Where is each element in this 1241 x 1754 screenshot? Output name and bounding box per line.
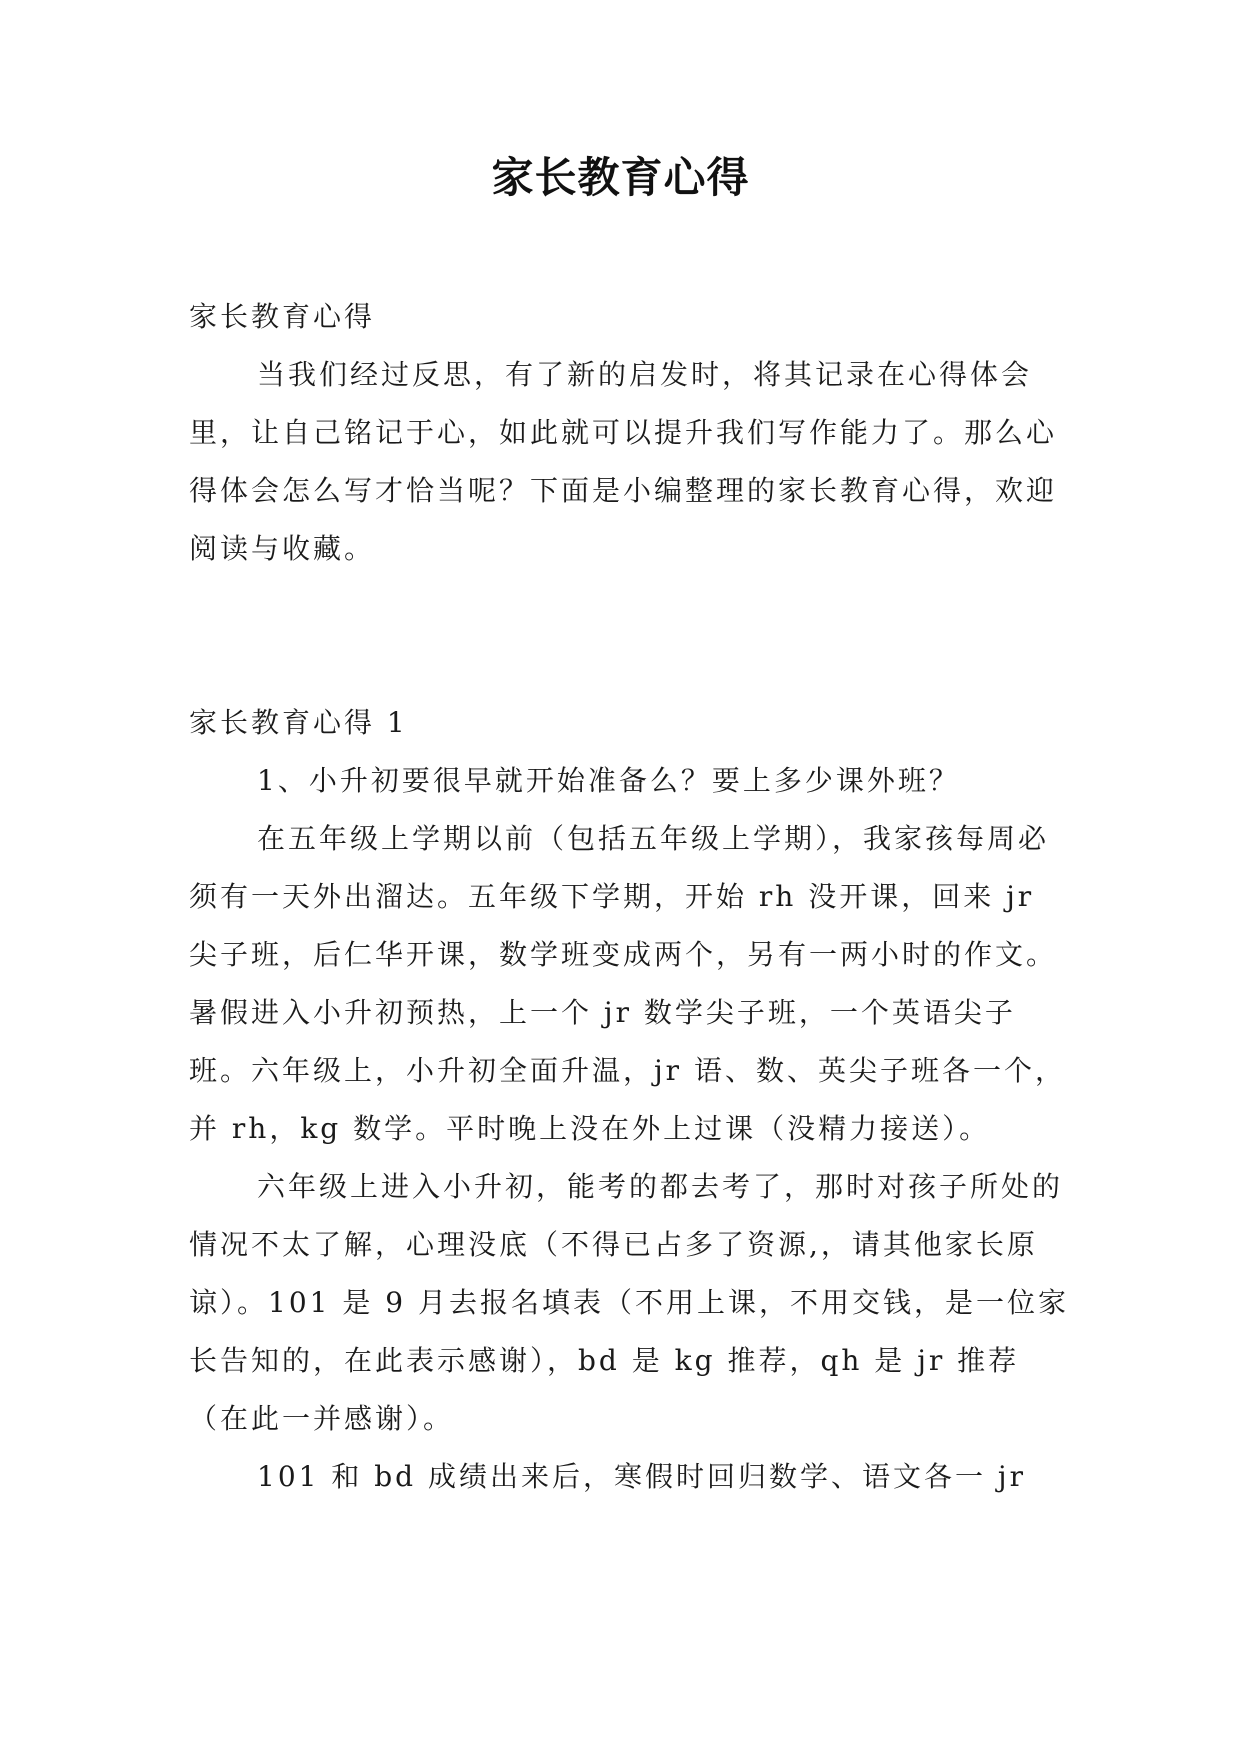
intro-heading: 家长教育心得: [189, 300, 376, 333]
document-body: [189, 288, 1069, 1506]
document-title: 家长教育心得: [491, 153, 750, 202]
section-paragraph: 1、小升初要很早就开始准备么？要上多少课外班？: [257, 764, 960, 797]
section-paragraph: 在五年级上学期以前（包括五年级上学期），我家孩每周必须有一天外出溜达。五年级下学期，开始 rh 没开课，回来 jr 尖子班，后仁华开课，数学班变成两个，另有一两小时的作文。暑假进入小升初预热，上一个 jr 数学尖子班，一个英语尖子班。六年级上，小升初全面升温，jr 语、数、英尖子班各一个，并 rh，kg 数学。平时晚上没在外上过课（没精力接送）。: [189, 822, 1066, 1145]
section-paragraph: 101 和 bd 成绩出来后，寒假时回归数学、语文各一 jr: [257, 1460, 1026, 1493]
section-heading: 家长教育心得 1: [189, 706, 408, 739]
intro-paragraph: 当我们经过反思，有了新的启发时，将其记录在心得体会里，让自己铭记于心，如此就可以提升我们写作能力了。那么心得体会怎么写才恰当呢？下面是小编整理的家长教育心得，欢迎阅读与收藏。: [189, 358, 1058, 565]
section-spacer: [189, 578, 1069, 694]
section-paragraph: 六年级上进入小升初，能考的都去考了，那时对孩子所处的情况不太了解，心理没底（不得已占多了资源,，请其他家长原谅）。101 是 9 月去报名填表（不用上课，不用交钱，是一位家长告知的，在此表示感谢），bd 是 kg 推荐，qh 是 jr 推荐（在此一并感谢）。: [189, 1170, 1069, 1435]
